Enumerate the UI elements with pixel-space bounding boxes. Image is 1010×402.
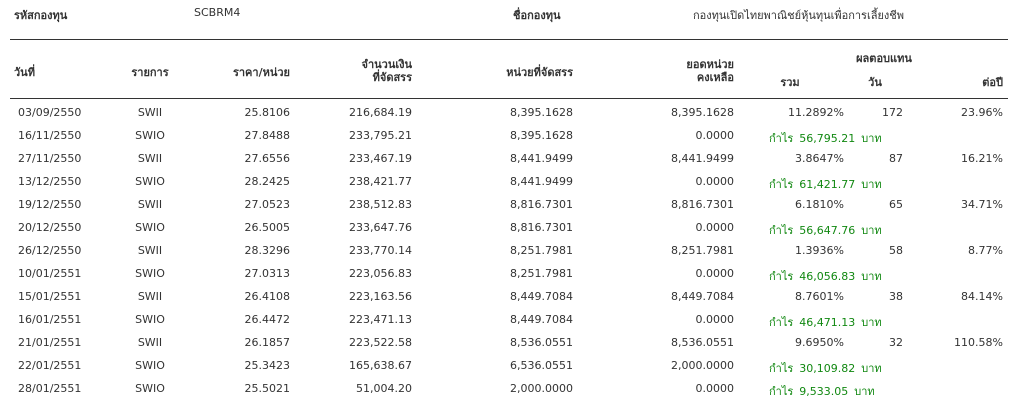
cell-amount: 216,684.19 — [349, 106, 412, 119]
header-amount — [300, 58, 412, 84]
cell-units: 8,441.9499 — [510, 175, 573, 188]
cell-type: SWIO — [135, 382, 165, 395]
cell-type: SWII — [137, 290, 163, 303]
profit-label: กำไร — [769, 178, 794, 191]
cell-return-annual: 8.77% — [968, 244, 1003, 257]
header-amount-line1: จำนวนเงิน — [361, 58, 412, 71]
cell-type: SWIO — [135, 313, 165, 326]
cell-date: 26/12/2550 — [18, 244, 82, 257]
cell-price: 27.6556 — [244, 152, 290, 165]
header-amount-line2: ที่จัดสรร — [372, 71, 412, 84]
table-row — [0, 285, 1010, 308]
cell-type: SWIO — [135, 359, 165, 372]
profit-currency: บาท — [861, 270, 882, 283]
cell-date: 19/12/2550 — [18, 198, 82, 211]
cell-price: 27.8488 — [244, 129, 290, 142]
cell-price: 28.3296 — [244, 244, 290, 257]
table-row — [0, 170, 1010, 193]
cell-price: 26.4472 — [244, 313, 290, 326]
cell-return-total: 8.7601% — [795, 290, 844, 303]
profit-currency: บาท — [861, 316, 882, 329]
cell-amount: 238,421.77 — [349, 175, 412, 188]
table-row — [0, 101, 1010, 124]
table-row — [0, 354, 1010, 377]
cell-return-days: 32 — [889, 336, 903, 349]
header-balance — [620, 58, 734, 84]
profit-value: 61,421.77 — [799, 178, 856, 191]
cell-return-total: 11.2892% — [788, 106, 844, 119]
cell-amount: 165,638.67 — [349, 359, 412, 372]
table-row — [0, 216, 1010, 239]
profit-label: กำไร — [769, 132, 794, 145]
cell-balance: 2,000.0000 — [671, 359, 734, 372]
cell-units: 8,816.7301 — [510, 198, 573, 211]
profit-label: กำไร — [769, 316, 794, 329]
header-return-annual: ต่อปี — [982, 76, 1003, 89]
header-type: รายการ — [131, 66, 169, 79]
cell-type: SWII — [137, 244, 163, 257]
cell-profit — [769, 359, 882, 377]
table-row — [0, 239, 1010, 262]
profit-currency: บาท — [861, 362, 882, 375]
cell-date: 21/01/2551 — [18, 336, 82, 349]
cell-return-annual: 23.96% — [961, 106, 1003, 119]
table-row — [0, 147, 1010, 170]
cell-amount: 233,647.76 — [349, 221, 412, 234]
cell-units: 2,000.0000 — [510, 382, 573, 395]
cell-balance: 8,395.1628 — [671, 106, 734, 119]
profit-currency: บาท — [861, 178, 882, 191]
cell-amount: 233,467.19 — [349, 152, 412, 165]
cell-profit — [769, 221, 882, 239]
cell-price: 25.3423 — [244, 359, 290, 372]
cell-date: 27/11/2550 — [18, 152, 82, 165]
cell-price: 25.5021 — [244, 382, 290, 395]
table-row — [0, 262, 1010, 285]
profit-value: 46,056.83 — [799, 270, 856, 283]
fund-name-label: ชื่อกองทุน — [513, 9, 561, 22]
cell-type: SWIO — [135, 129, 165, 142]
header-bottom-rule — [10, 98, 1008, 99]
cell-return-total: 6.1810% — [795, 198, 844, 211]
cell-date: 10/01/2551 — [18, 267, 82, 280]
cell-amount: 223,163.56 — [349, 290, 412, 303]
cell-balance: 8,536.0551 — [671, 336, 734, 349]
cell-amount: 233,770.14 — [349, 244, 412, 257]
cell-profit — [769, 175, 882, 193]
header-price: ราคา/หน่วย — [232, 66, 290, 79]
cell-amount: 223,522.58 — [349, 336, 412, 349]
cell-date: 16/11/2550 — [18, 129, 82, 142]
profit-value: 30,109.82 — [799, 362, 856, 375]
cell-units: 6,536.0551 — [510, 359, 573, 372]
cell-balance: 0.0000 — [695, 221, 734, 234]
cell-price: 28.2425 — [244, 175, 290, 188]
cell-units: 8,251.7981 — [510, 267, 573, 280]
cell-balance: 0.0000 — [695, 313, 734, 326]
profit-label: กำไร — [769, 224, 794, 237]
cell-price: 26.1857 — [244, 336, 290, 349]
cell-price: 26.5005 — [244, 221, 290, 234]
profit-currency: บาท — [854, 385, 875, 398]
cell-type: SWIO — [135, 267, 165, 280]
cell-type: SWII — [137, 336, 163, 349]
cell-return-days: 38 — [889, 290, 903, 303]
cell-balance: 0.0000 — [695, 382, 734, 395]
cell-units: 8,395.1628 — [510, 106, 573, 119]
cell-return-annual: 34.71% — [961, 198, 1003, 211]
cell-type: SWII — [137, 106, 163, 119]
cell-return-days: 172 — [882, 106, 903, 119]
cell-units: 8,441.9499 — [510, 152, 573, 165]
cell-return-total: 9.6950% — [795, 336, 844, 349]
table-row — [0, 124, 1010, 147]
cell-date: 13/12/2550 — [18, 175, 82, 188]
cell-date: 03/09/2550 — [18, 106, 82, 119]
header-top-rule — [10, 39, 1008, 40]
cell-price: 27.0523 — [244, 198, 290, 211]
fund-name-value: กองทุนเปิดไทยพาณิชย์หุ้นทุนเพื่อการเลี้ยงชีพ — [693, 9, 905, 22]
cell-date: 22/01/2551 — [18, 359, 82, 372]
profit-value: 56,647.76 — [799, 224, 856, 237]
cell-units: 8,536.0551 — [510, 336, 573, 349]
fund-code-value: SCBRM4 — [194, 6, 241, 19]
cell-date: 20/12/2550 — [18, 221, 82, 234]
cell-units: 8,251.7981 — [510, 244, 573, 257]
cell-return-days: 58 — [889, 244, 903, 257]
cell-type: SWIO — [135, 221, 165, 234]
header-balance-line2: คงเหลือ — [696, 71, 734, 84]
header-return-total: รวม — [780, 76, 800, 89]
fund-info-bar — [0, 6, 1010, 26]
cell-return-annual: 110.58% — [954, 336, 1003, 349]
cell-balance: 8,449.7084 — [671, 290, 734, 303]
cell-balance: 0.0000 — [695, 129, 734, 142]
cell-profit — [769, 129, 882, 147]
cell-balance: 0.0000 — [695, 267, 734, 280]
cell-amount: 223,471.13 — [349, 313, 412, 326]
header-return-group: ผลตอบแทน — [856, 52, 912, 65]
cell-profit — [769, 313, 882, 331]
cell-amount: 51,004.20 — [356, 382, 412, 395]
profit-value: 56,795.21 — [799, 132, 856, 145]
profit-value: 46,471.13 — [799, 316, 856, 329]
header-balance-line1: ยอดหน่วย — [686, 58, 734, 71]
cell-type: SWIO — [135, 175, 165, 188]
table-row — [0, 331, 1010, 354]
cell-balance: 8,441.9499 — [671, 152, 734, 165]
cell-units: 8,449.7084 — [510, 290, 573, 303]
cell-date: 15/01/2551 — [18, 290, 82, 303]
cell-units: 8,816.7301 — [510, 221, 573, 234]
cell-type: SWII — [137, 198, 163, 211]
header-return-days: วัน — [868, 76, 882, 89]
profit-label: กำไร — [769, 362, 794, 375]
header-units: หน่วยที่จัดสรร — [506, 66, 573, 79]
cell-return-days: 87 — [889, 152, 903, 165]
table-row — [0, 193, 1010, 216]
profit-label: กำไร — [769, 385, 794, 398]
profit-currency: บาท — [861, 132, 882, 145]
cell-balance: 8,816.7301 — [671, 198, 734, 211]
fund-code-label: รหัสกองทุน — [14, 9, 68, 22]
cell-balance: 0.0000 — [695, 175, 734, 188]
cell-profit — [769, 382, 875, 400]
cell-type: SWII — [137, 152, 163, 165]
cell-amount: 233,795.21 — [349, 129, 412, 142]
cell-amount: 238,512.83 — [349, 198, 412, 211]
table-row — [0, 377, 1010, 400]
cell-price: 27.0313 — [244, 267, 290, 280]
cell-amount: 223,056.83 — [349, 267, 412, 280]
cell-return-total: 3.8647% — [795, 152, 844, 165]
cell-units: 8,449.7084 — [510, 313, 573, 326]
cell-return-days: 65 — [889, 198, 903, 211]
cell-balance: 8,251.7981 — [671, 244, 734, 257]
cell-price: 26.4108 — [244, 290, 290, 303]
cell-price: 25.8106 — [244, 106, 290, 119]
profit-currency: บาท — [861, 224, 882, 237]
cell-return-annual: 84.14% — [961, 290, 1003, 303]
header-date: วันที่ — [14, 66, 35, 79]
cell-date: 28/01/2551 — [18, 382, 82, 395]
cell-date: 16/01/2551 — [18, 313, 82, 326]
profit-value: 9,533.05 — [799, 385, 849, 398]
cell-profit — [769, 267, 882, 285]
cell-units: 8,395.1628 — [510, 129, 573, 142]
table-row — [0, 308, 1010, 331]
cell-return-total: 1.3936% — [795, 244, 844, 257]
cell-return-annual: 16.21% — [961, 152, 1003, 165]
profit-label: กำไร — [769, 270, 794, 283]
